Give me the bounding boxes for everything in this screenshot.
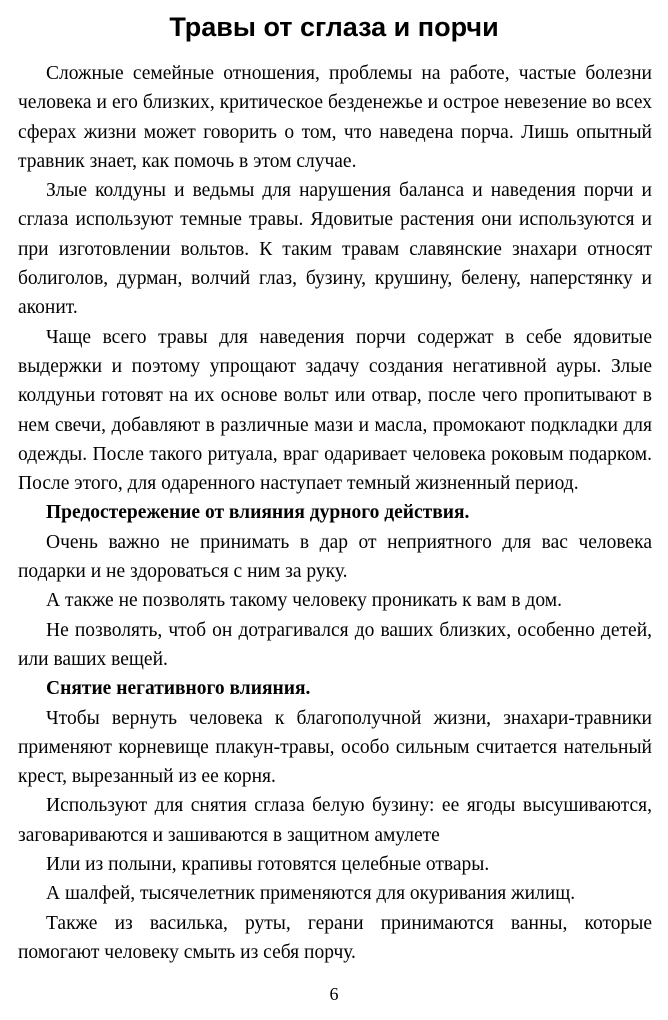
- paragraph: Также из василька, руты, герани принимаются ванны, которые помогают человеку смыть из себя порчу.: [18, 912, 652, 963]
- paragraph: Или из полыни, крапивы готовятся целебные отвары.: [46, 854, 490, 876]
- paragraph: Очень важно не принимать в дар от неприятного для вас человека подарки и не здороваться с ним за руку.: [18, 531, 652, 583]
- paragraph: Чтобы вернуть человека к благополучной жизни, знахари-травники применяют корневище плакун-травы, особо сильным считается нательный крест, вырезанный из ее корня.: [18, 707, 652, 788]
- paragraph: Не позволять, чтоб он дотрагивался до ваших близких, особенно детей, или ваших вещей.: [18, 619, 652, 670]
- page-title: Травы от сглаза и порчи: [169, 12, 499, 42]
- paragraph: А шалфей, тысячелетник применяются для окуривания жилищ.: [46, 883, 576, 905]
- paragraph: Злые колдуны и ведьмы для нарушения баланса и наведения порчи и сглаза используют темные травы. Ядовитые растения они используются и при изготовлении вольтов. К таким травам славянские знахари относят болиголов, дурман, волчий глаз, бузину, крушину, белену, наперстянку и аконит.: [18, 180, 652, 319]
- paragraph: А также не позволять такому человеку проникать к вам в дом.: [46, 590, 562, 612]
- section-heading: Снятие негативного влияния.: [46, 678, 311, 700]
- paragraph: Сложные семейные отношения, проблемы на работе, частые болезни человека и его близких, критическое безденежье и острое невезение во всех сферах жизни может говорить о том, что наведена порча. Лишь опытный травник знает, как помочь в этом случае.: [18, 63, 652, 172]
- page-number: 6: [329, 984, 339, 1004]
- paragraph: Используют для снятия сглаза белую бузину: ее ягоды высушиваются, заговариваются и зашиваются в защитном амулете: [18, 795, 652, 846]
- section-heading: Предостережение от влияния дурного действия.: [46, 502, 470, 524]
- paragraph: Чаще всего травы для наведения порчи содержат в себе ядовитые выдержки и поэтому упрощают задачу создания негативной ауры. Злые колдуньи готовят на их основе вольт или отвар, после чего пропитывают в нем свечи, добавляют в различные мази и масла, промокают подкладки для одежды. После такого ритуала, враг одаривает человека роковым подарком. После этого, для одаренного наступает темный жизненный период.: [18, 326, 652, 495]
- body-text: [18, 59, 652, 967]
